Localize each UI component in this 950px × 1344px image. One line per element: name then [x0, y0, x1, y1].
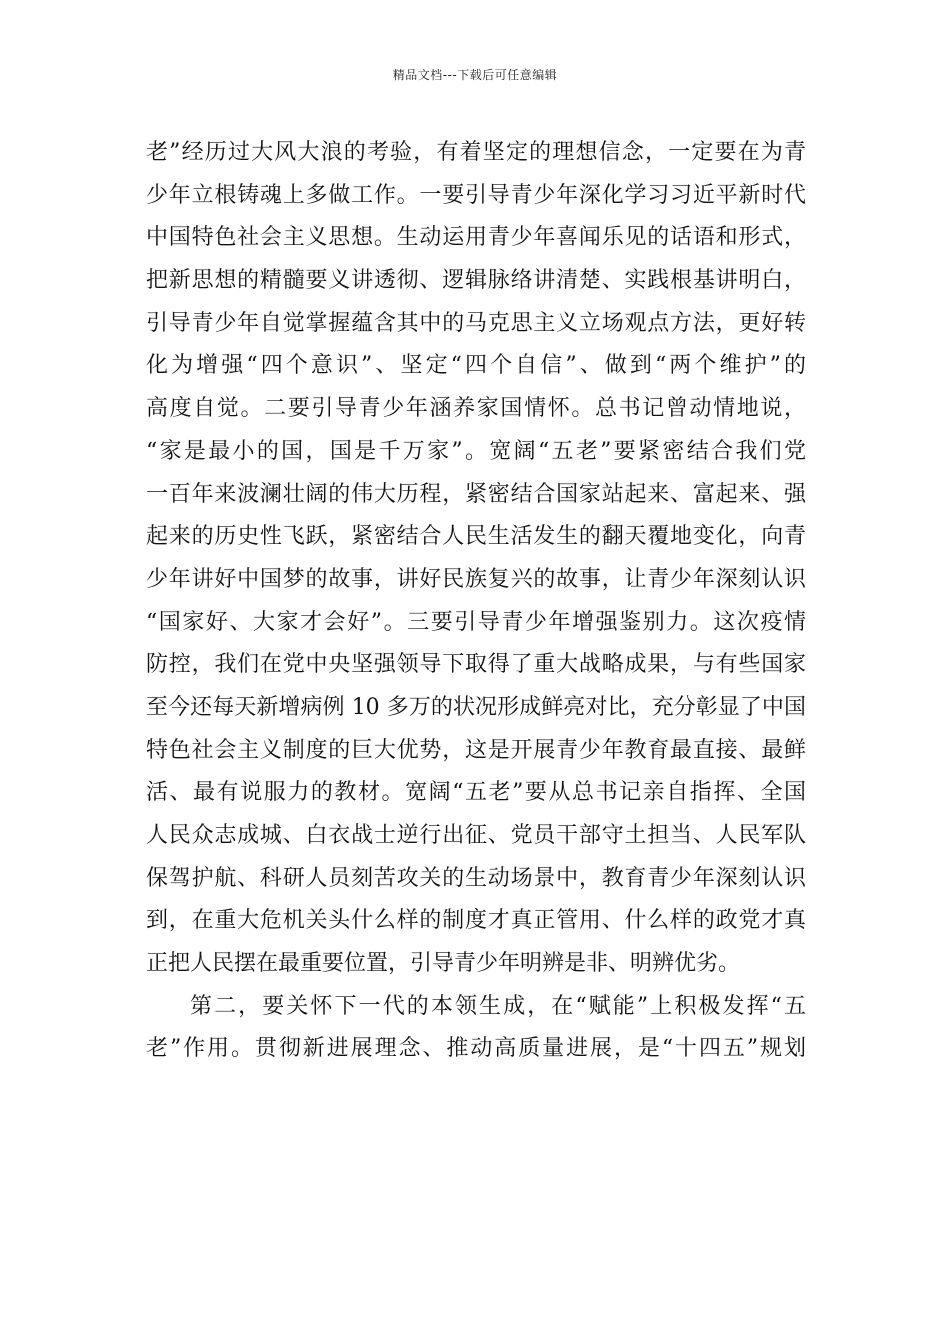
text-line: 老”作用。贯彻新进展理念、推动高质量进展，是“十四五”规划	[146, 1036, 806, 1062]
text-line: 特色社会主义制度的巨大优势，这是开展青少年教育最直接、最鲜	[146, 737, 806, 763]
text-line: “国家好、大家才会好”。三要引导青少年增强鉴别力。这次疫情	[146, 609, 806, 635]
text-line: 防控，我们在党中央坚强领导下取得了重大战略成果，与有些国家	[146, 652, 806, 678]
text-line: 起来的历史性飞跃，紧密结合人民生活发生的翻天覆地变化，向青	[146, 524, 806, 550]
paragraph-end-line: 正把人民摆在最重要位置，引导青少年明辨是非、明辨优劣。	[146, 951, 741, 977]
paragraph-start-line: 第二，要关怀下一代的本领生成，在“赋能”上积极发挥“五	[190, 993, 806, 1019]
text-line: 至今还每天新增病例 10 多万的状况形成鲜亮对比，充分彰显了中国	[146, 694, 806, 720]
text-line: 少年立根铸魂上多做工作。一要引导青少年深化学习习近平新时代	[146, 182, 806, 208]
text-line: 活、最有说服力的教材。宽阔“五老”要从总书记亲自指挥、全国	[146, 780, 806, 806]
text-line: 人民众志成城、白衣战士逆行出征、党员干部守土担当、人民军队	[146, 823, 806, 848]
text-line: 引导青少年自觉掌握蕴含其中的马克思主义立场观点方法，更好转	[146, 310, 806, 336]
text-line: 中国特色社会主义思想。生动运用青少年喜闻乐见的话语和形式，	[146, 225, 806, 251]
text-line: “家是最小的国，国是千万家”。宽阔“五老”要紧密结合我们党	[146, 438, 806, 464]
text-line: 保驾护航、科研人员刻苦攻关的生动场景中，教育青少年深刻认识	[146, 865, 806, 891]
text-line: 到，在重大危机关头什么样的制度才真正管用、什么样的政党才真	[146, 908, 806, 934]
document-body	[146, 132, 806, 1071]
text-line: 少年讲好中国梦的故事，讲好民族复兴的故事，让青少年深刻认识	[146, 566, 806, 592]
text-line: 化为增强“四个意识”、坚定“四个自信”、做到“两个维护”的	[146, 353, 806, 379]
text-line: 高度自觉。二要引导青少年涵养家国情怀。总书记曾动情地说，	[146, 396, 806, 422]
text-line: 一百年来波澜壮阔的伟大历程，紧密结合国家站起来、富起来、强	[146, 481, 806, 507]
page-header: 精品文档---下载后可任意编辑	[392, 68, 558, 82]
text-line: 老”经历过大风大浪的考验，有着坚定的理想信念，一定要在为青	[146, 140, 806, 165]
text-line: 把新思想的精髓要义讲透彻、逻辑脉络讲清楚、实践根基讲明白，	[146, 268, 806, 294]
